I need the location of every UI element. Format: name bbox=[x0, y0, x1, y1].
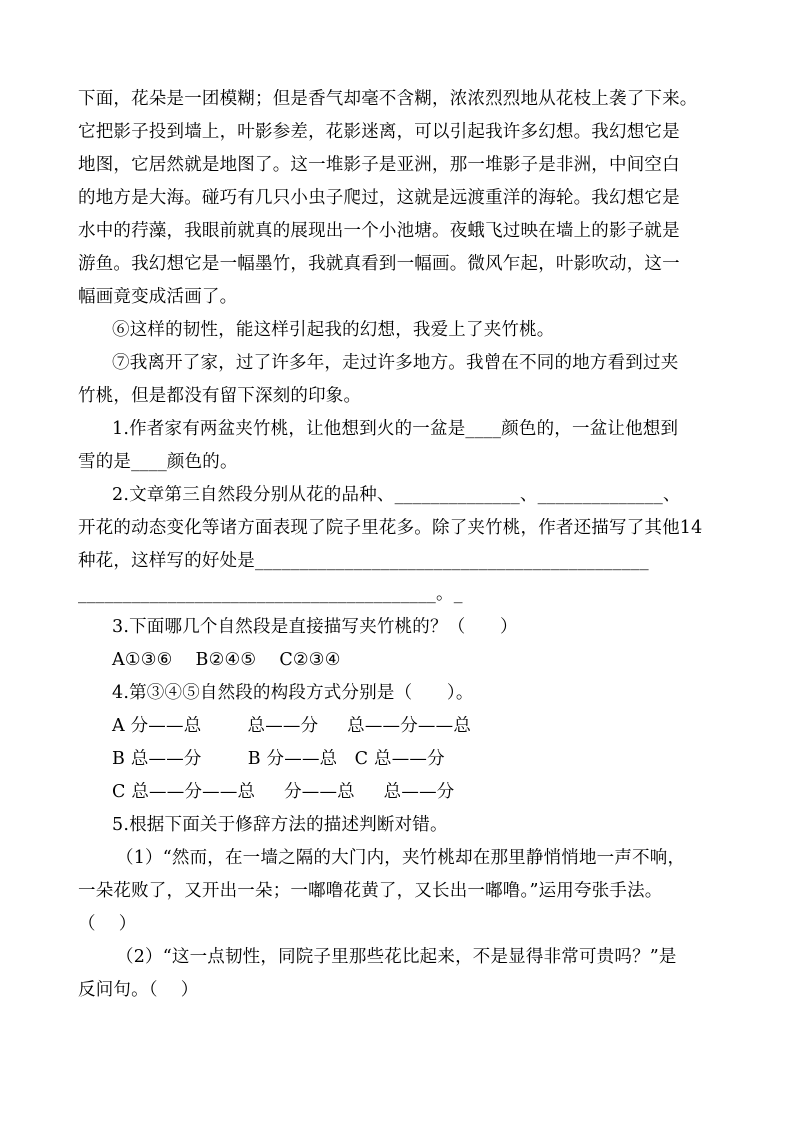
passage-p5-line-5: 水中的荇藻，我眼前就真的展现出一个小池塘。夜蛾飞过映在墙上的影子就是 bbox=[78, 221, 680, 241]
passage-p5-line-7: 幅画竟变成活画了。 bbox=[78, 287, 238, 307]
question-5-2-line-2: 反问句。（ ） bbox=[78, 980, 199, 1000]
question-2-line-3: 种花，这样写的好处是____________________________________________ bbox=[78, 551, 649, 571]
question-4-option-a: A 分——总 总——分 总——分——总 bbox=[112, 716, 472, 736]
question-5-2-line-1: （2）“这一点韧性，同院子里那些花比起来，不是显得非常可贵吗？”是 bbox=[116, 947, 677, 967]
passage-p5-line-1: 下面，花朵是一团模糊；但是香气却毫不含糊，浓浓烈烈地从花枝上袭了下来。 bbox=[78, 89, 698, 109]
question-3: 3.下面哪几个自然段是直接描写夹竹桃的？（ ） bbox=[112, 617, 518, 637]
question-5-1-line-2: 一朵花败了，又开出一朵；一嘟噜花黄了，又长出一嘟噜。”运用夸张手法。 bbox=[78, 881, 663, 901]
question-1-line-2: 雪的是____颜色的。 bbox=[78, 452, 238, 472]
passage-p7-line-1: ⑦我离开了家，过了许多年，走过许多地方。我曾在不同的地方看到过夹 bbox=[112, 353, 679, 373]
question-5-1-answer: （ ） bbox=[78, 914, 137, 934]
question-5-1-line-1: （1）“然而，在一墙之隔的大门内，夹竹桃却在那里静悄悄地一声不响， bbox=[116, 848, 686, 868]
question-4-option-b: B 总——分 B 分——总 C 总——分 bbox=[112, 749, 445, 769]
passage-p5-line-3: 地图，它居然就是地图了。这一堆影子是亚洲，那一堆影子是非洲，中间空白 bbox=[78, 155, 680, 175]
passage-p6: ⑥这样的韧性，能这样引起我的幻想，我爱上了夹竹桃。 bbox=[112, 320, 555, 340]
passage-p7-line-2: 竹桃，但是都没有留下深刻的印象。 bbox=[78, 386, 362, 406]
question-4: 4.第③④⑤自然段的构段方式分别是（ ）。 bbox=[112, 683, 474, 703]
question-5: 5.根据下面关于修辞方法的描述判断对错。 bbox=[112, 815, 448, 835]
question-3-options: A①③⑥ B②④⑤ C②③④ bbox=[112, 650, 341, 670]
question-1-line-1: 1.作者家有两盆夹竹桃，让他想到火的一盆是____颜色的，一盆让他想到 bbox=[112, 419, 679, 439]
passage-p5-line-2: 它把影子投到墙上，叶影参差，花影迷离，可以引起我许多幻想。我幻想它是 bbox=[78, 122, 680, 142]
passage-p5-line-6: 游鱼。我幻想它是一幅墨竹，我就真看到一幅画。微风乍起，叶影吹动，这一 bbox=[78, 254, 680, 274]
question-2-line-1: 2.文章第三自然段分别从花的品种、______________、______________、 bbox=[112, 485, 681, 505]
passage-p5-line-4: 的地方是大海。碰巧有几只小虫子爬过，这就是远渡重洋的海轮。我幻想它是 bbox=[78, 188, 680, 208]
question-2-line-2: 开花的动态变化等诸方面表现了院子里花多。除了夹竹桃，作者还描写了其他14 bbox=[78, 518, 703, 538]
question-2-line-4: ________________________________________。_ bbox=[78, 584, 463, 604]
question-4-option-c: C 总——分——总 分——总 总——分 bbox=[112, 782, 455, 802]
